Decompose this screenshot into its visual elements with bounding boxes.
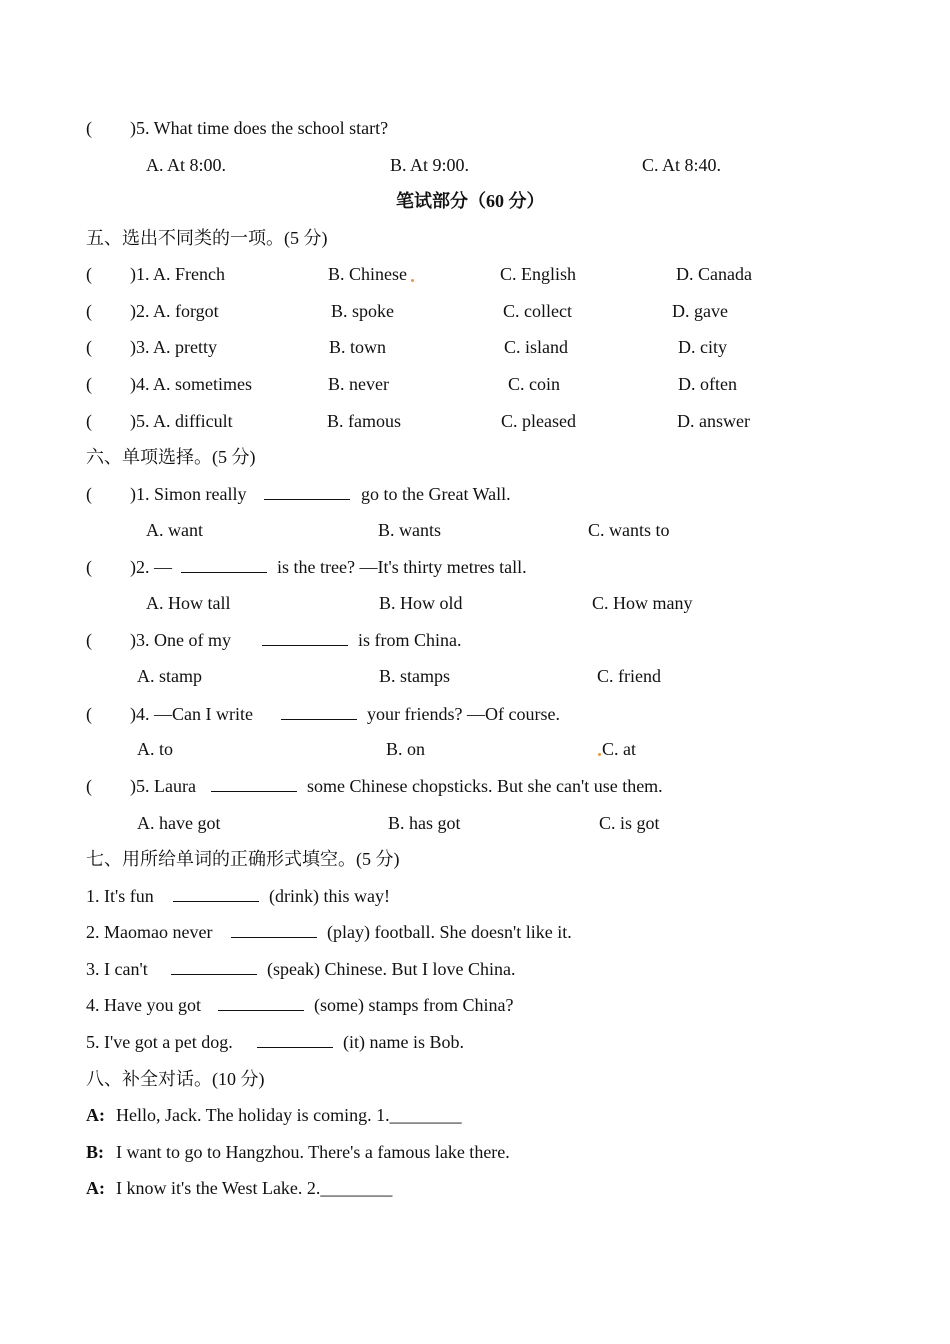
option-a: )3. A. pretty xyxy=(130,337,217,357)
answer-paren: ( xyxy=(86,301,92,321)
speaker-label: A: xyxy=(86,1178,105,1198)
stray-mark xyxy=(598,753,601,756)
section-5-item xyxy=(0,408,950,434)
question-stem: )2. — xyxy=(130,557,172,577)
option-c: C. wants to xyxy=(588,520,670,540)
option-b: B. stamps xyxy=(379,666,451,686)
option-b: B. spoke xyxy=(331,301,394,321)
listening-question-5-options xyxy=(0,152,950,178)
option-a: A. stamp xyxy=(137,666,202,686)
question-stem-end: your friends? —Of course. xyxy=(367,704,560,724)
option-c: C. coin xyxy=(508,374,560,394)
item-stem-end: (drink) this way! xyxy=(269,886,390,906)
section-5-heading xyxy=(0,225,950,251)
option-a: A. How tall xyxy=(146,593,231,613)
section-7-title: 七、用所给单词的正确形式填空。(5 分) xyxy=(86,849,400,869)
item-stem-end: (some) stamps from China? xyxy=(314,995,514,1015)
question-stem: )4. —Can I write xyxy=(130,704,253,724)
dialogue-line xyxy=(0,1102,950,1128)
speaker-label: B: xyxy=(86,1142,104,1162)
written-part-title: 笔试部分（60 分） xyxy=(396,191,545,211)
dialogue-text: I want to go to Hangzhou. There's a famous lake there. xyxy=(116,1142,510,1162)
option-c: C. friend xyxy=(597,666,661,686)
answer-paren: ( xyxy=(86,630,92,650)
item-stem-end: (it) name is Bob. xyxy=(343,1032,464,1052)
option-a: A. to xyxy=(137,739,173,759)
section-6-options xyxy=(0,663,950,689)
section-7-heading xyxy=(0,846,950,872)
section-6-options xyxy=(0,590,950,616)
answer-blank xyxy=(264,481,350,507)
answer-paren: ( xyxy=(86,118,92,138)
option-d: D. gave xyxy=(672,301,728,321)
item-stem: 4. Have you got xyxy=(86,995,201,1015)
dialogue-line xyxy=(0,1139,950,1165)
option-d: D. answer xyxy=(677,411,750,431)
item-stem-end: (speak) Chinese. But I love China. xyxy=(267,959,516,979)
option-a: A. have got xyxy=(137,813,221,833)
question-stem-end: is the tree? —It's thirty metres tall. xyxy=(277,557,527,577)
option-b: B. on xyxy=(386,739,426,759)
question-stem: )5. Laura xyxy=(130,776,196,796)
section-6-question xyxy=(0,481,950,507)
section-6-title: 六、单项选择。(5 分) xyxy=(86,447,256,467)
section-8-heading xyxy=(0,1066,950,1092)
option-a: A. At 8:00. xyxy=(146,155,227,175)
section-8-title: 八、补全对话。(10 分) xyxy=(86,1069,265,1089)
answer-paren: ( xyxy=(86,704,92,724)
speaker-label: A: xyxy=(86,1105,105,1125)
option-b: B. never xyxy=(328,374,389,394)
option-a: )4. A. sometimes xyxy=(130,374,252,394)
option-c: C. is got xyxy=(599,813,660,833)
option-d: D. Canada xyxy=(676,264,752,284)
dialogue-text: Hello, Jack. The holiday is coming. 1.________ xyxy=(116,1105,462,1125)
section-7-item xyxy=(0,919,950,945)
section-5-item xyxy=(0,371,950,397)
question-text: )5. What time does the school start? xyxy=(130,118,389,138)
question-stem-end: some Chinese chopsticks. But she can't use them. xyxy=(307,776,663,796)
section-5-title: 五、选出不同类的一项。(5 分) xyxy=(86,228,328,248)
section-6-options xyxy=(0,810,950,836)
option-c: C. pleased xyxy=(501,411,576,431)
section-5-item xyxy=(0,298,950,324)
dialogue-line xyxy=(0,1175,950,1201)
answer-blank xyxy=(257,1029,333,1055)
answer-paren: ( xyxy=(86,264,92,284)
answer-blank xyxy=(218,992,304,1018)
option-b: B. has got xyxy=(388,813,461,833)
section-5-item xyxy=(0,261,950,287)
answer-blank xyxy=(173,883,259,909)
section-5-item xyxy=(0,334,950,360)
option-d: D. city xyxy=(678,337,727,357)
answer-paren: ( xyxy=(86,557,92,577)
answer-blank xyxy=(181,554,267,580)
option-b: B. Chinese xyxy=(328,264,407,284)
option-c: C. At 8:40. xyxy=(642,155,722,175)
option-d: D. often xyxy=(678,374,737,394)
answer-blank xyxy=(281,701,357,727)
option-a: )5. A. difficult xyxy=(130,411,233,431)
option-b: B. How old xyxy=(379,593,463,613)
answer-paren: ( xyxy=(86,374,92,394)
dialogue-text: I know it's the West Lake. 2.________ xyxy=(116,1178,393,1198)
section-6-options xyxy=(0,517,950,543)
question-stem-end: is from China. xyxy=(358,630,462,650)
answer-blank xyxy=(211,773,297,799)
item-stem-end: (play) football. She doesn't like it. xyxy=(327,922,572,942)
option-c: C. collect xyxy=(503,301,572,321)
option-a: )2. A. forgot xyxy=(130,301,219,321)
section-6-question xyxy=(0,627,950,653)
option-c: C. at xyxy=(602,739,636,759)
answer-paren: ( xyxy=(86,411,92,431)
answer-paren: ( xyxy=(86,337,92,357)
section-6-question xyxy=(0,701,950,727)
option-c: C. island xyxy=(504,337,569,357)
answer-paren: ( xyxy=(86,484,92,504)
option-a: )1. A. French xyxy=(130,264,225,284)
question-stem: )1. Simon really xyxy=(130,484,247,504)
section-7-item xyxy=(0,883,950,909)
section-6-question xyxy=(0,554,950,580)
section-7-item xyxy=(0,1029,950,1055)
option-c: C. English xyxy=(500,264,577,284)
item-stem: 1. It's fun xyxy=(86,886,154,906)
option-b: B. At 9:00. xyxy=(390,155,470,175)
question-stem: )3. One of my xyxy=(130,630,231,650)
answer-blank xyxy=(231,919,317,945)
section-7-item xyxy=(0,956,950,982)
section-6-question xyxy=(0,773,950,799)
answer-paren: ( xyxy=(86,776,92,796)
option-b: B. famous xyxy=(327,411,401,431)
item-stem: 3. I can't xyxy=(86,959,148,979)
option-c: C. How many xyxy=(592,593,693,613)
stray-mark xyxy=(411,279,414,282)
option-b: B. wants xyxy=(378,520,441,540)
section-7-item xyxy=(0,992,950,1018)
item-stem: 2. Maomao never xyxy=(86,922,213,942)
option-b: B. town xyxy=(329,337,387,357)
item-stem: 5. I've got a pet dog. xyxy=(86,1032,233,1052)
option-a: A. want xyxy=(146,520,203,540)
written-part-heading xyxy=(0,188,950,214)
answer-blank xyxy=(171,956,257,982)
answer-blank xyxy=(262,627,348,653)
section-6-heading xyxy=(0,444,950,470)
listening-question-5 xyxy=(0,115,950,141)
question-stem-end: go to the Great Wall. xyxy=(361,484,511,504)
section-6-options xyxy=(0,736,950,762)
